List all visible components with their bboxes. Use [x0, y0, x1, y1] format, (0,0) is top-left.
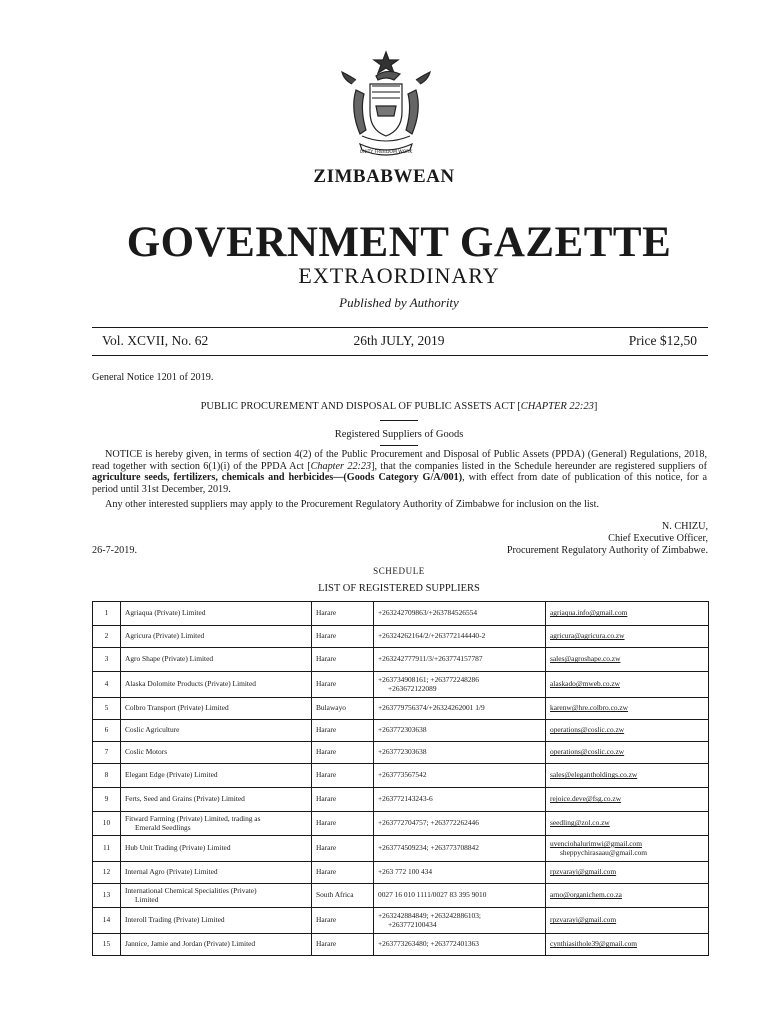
header-rule-top: [92, 327, 708, 328]
supplier-email: operations@coslic.co.zw: [546, 720, 709, 742]
supplier-name: Hub Unit Trading (Private) Limited: [121, 836, 312, 862]
supplier-phone: +263779756374/+26324262001 1/9: [374, 698, 546, 720]
supplier-phone: +263772143243-6: [374, 788, 546, 812]
table-row: [93, 908, 709, 934]
table-row: [93, 720, 709, 742]
supplier-name: Ferts, Seed and Grains (Private) Limited: [121, 788, 312, 812]
coat-of-arms-emblem: [336, 50, 436, 162]
table-row: [93, 934, 709, 956]
table-row: [93, 626, 709, 648]
signatory-organisation: Procurement Regulatory Authority of Zimbabwe.: [506, 545, 708, 556]
supplier-city: Harare: [312, 934, 374, 956]
supplier-email: alaskado@mweb.co.zw: [546, 672, 709, 698]
suppliers-list-heading: LIST OF REGISTERED SUPPLIERS: [318, 583, 480, 594]
table-row: [93, 742, 709, 764]
supplier-city: Harare: [312, 764, 374, 788]
supplier-number: 5: [93, 698, 121, 720]
supplier-email: seedling@zol.co.zw: [546, 812, 709, 836]
supplier-name: Interoll Trading (Private) Limited: [121, 908, 312, 934]
supplier-name: Agricura (Private) Limited: [121, 626, 312, 648]
supplier-city: Harare: [312, 626, 374, 648]
supplier-number: 9: [93, 788, 121, 812]
supplier-city: South Africa: [312, 884, 374, 908]
schedule-label: SCHEDULE: [373, 566, 425, 576]
supplier-name: Jannice, Jamie and Jordan (Private) Limited: [121, 934, 312, 956]
supplier-number: 12: [93, 862, 121, 884]
supplier-phone: +263242777911/3/+263774157787: [374, 648, 546, 672]
table-row: [93, 862, 709, 884]
supplier-phone: 0027 16 010 1111/0027 83 395 9010: [374, 884, 546, 908]
supplier-phone: +263773263480; +263772401363: [374, 934, 546, 956]
supplier-phone: +263 772 100 434: [374, 862, 546, 884]
supplier-name: Agriaqua (Private) Limited: [121, 602, 312, 626]
supplier-number: 15: [93, 934, 121, 956]
supplier-name: International Chemical Specialities (Private) Limited: [121, 884, 312, 908]
supplier-email: operations@coslic.co.zw: [546, 742, 709, 764]
supplier-number: 8: [93, 764, 121, 788]
header-rule-bottom: [92, 355, 708, 356]
supplier-email: uvenciohalurimwi@gmail.com sheppychirasaau@gmail.com: [546, 836, 709, 862]
supplier-email: sales@elegantholdings.co.zw: [546, 764, 709, 788]
issue-date: 26th JULY, 2019: [353, 333, 445, 348]
supplier-number: 6: [93, 720, 121, 742]
supplier-phone: +263772303638: [374, 742, 546, 764]
table-row: [93, 836, 709, 862]
supplier-number: 14: [93, 908, 121, 934]
supplier-city: Harare: [312, 836, 374, 862]
supplier-name: Agro Shape (Private) Limited: [121, 648, 312, 672]
supplier-name: Elegant Edge (Private) Limited: [121, 764, 312, 788]
table-row: [93, 602, 709, 626]
signatory-title: Chief Executive Officer,: [608, 533, 708, 544]
gazette-title: GOVERNMENT GAZETTE: [126, 219, 672, 266]
divider-rule: [380, 445, 418, 446]
supplier-phone: +263774509234; +263773708842: [374, 836, 546, 862]
table-row: [93, 788, 709, 812]
supplier-phone: +263242709863/+263784526554: [374, 602, 546, 626]
supplier-number: 2: [93, 626, 121, 648]
supplier-email: rpzvarayi@gmail.com: [546, 862, 709, 884]
published-by-authority: Published by Authority: [339, 295, 459, 310]
supplier-number: 1: [93, 602, 121, 626]
general-notice-number: General Notice 1201 of 2019.: [92, 372, 214, 383]
supplier-number: 10: [93, 812, 121, 836]
divider-rule: [380, 420, 418, 421]
table-row: [93, 672, 709, 698]
supplier-email: sales@agroshape.co.zw: [546, 648, 709, 672]
supplier-email: arno@organichem.co.za: [546, 884, 709, 908]
notice-date: 26-7-2019.: [92, 545, 137, 556]
supplier-number: 13: [93, 884, 121, 908]
supplier-phone: +263772303638: [374, 720, 546, 742]
emblem-motto: UNITY FREEDOM WORK: [359, 150, 413, 155]
supplier-city: Harare: [312, 648, 374, 672]
notice-heading: Registered Suppliers of Goods: [334, 429, 464, 440]
supplier-email: rpzvarayi@gmail.com: [546, 908, 709, 934]
supplier-phone: +263773567542: [374, 764, 546, 788]
table-row: [93, 648, 709, 672]
supplier-phone: +26324262164/2/+263772144440-2: [374, 626, 546, 648]
supplier-number: 3: [93, 648, 121, 672]
apply-paragraph: Any other interested suppliers may apply to the Procurement Regulatory Authority of Zimbabwe for inclusion on the list.: [105, 499, 599, 510]
supplier-phone: +263242884849; +263242886103; +263772100434: [374, 908, 546, 934]
table-row: [93, 812, 709, 836]
table-row: [93, 764, 709, 788]
gazette-subtitle: EXTRAORDINARY: [298, 263, 500, 288]
volume-number: Vol. XCVII, No. 62: [102, 333, 209, 348]
supplier-email: agriaqua.info@gmail.com: [546, 602, 709, 626]
supplier-phone: +263772704757; +263772262446: [374, 812, 546, 836]
signatory-name: N. CHIZU,: [661, 521, 708, 532]
supplier-city: Harare: [312, 672, 374, 698]
supplier-number: 4: [93, 672, 121, 698]
supplier-city: Harare: [312, 720, 374, 742]
supplier-email: cynthiasithole39@gmail.com: [546, 934, 709, 956]
supplier-name: Alaska Dolomite Products (Private) Limited: [121, 672, 312, 698]
notice-paragraph: NOTICE is hereby given, in terms of section 4(2) of the Public Procurement and Disposal of Public Assets (PPDA) (General) Regulations, 2018, read together with section 6(1)(i) of the PPDA Act [Chapter 22:23], that the companies listed in the Schedule hereunder are registered suppliers of agriculture seeds, fertilizers, chemicals and herbicides—(Goods Category G/A/001), with effect from date of publication of this notice, for a period until 31st December, 2019.: [92, 449, 707, 495]
act-title: PUBLIC PROCUREMENT AND DISPOSAL OF PUBLIC ASSETS ACT [CHAPTER 22:23]: [200, 401, 598, 412]
supplier-number: 11: [93, 836, 121, 862]
supplier-email: agricura@agricura.co.zw: [546, 626, 709, 648]
supplier-name: Colbro Transport (Private) Limited: [121, 698, 312, 720]
supplier-name: Coslic Motors: [121, 742, 312, 764]
supplier-email: rejoice.deve@fsg.co.zw: [546, 788, 709, 812]
supplier-name: Fitward Farming (Private) Limited, trading as Emerald Seedlings: [121, 812, 312, 836]
supplier-number: 7: [93, 742, 121, 764]
supplier-city: Harare: [312, 812, 374, 836]
supplier-phone: +263734908161; +263772248286 +263672122089: [374, 672, 546, 698]
supplier-city: Bulawayo: [312, 698, 374, 720]
supplier-city: Harare: [312, 862, 374, 884]
supplier-city: Harare: [312, 908, 374, 934]
country-label: ZIMBABWEAN: [313, 166, 455, 187]
supplier-email: karenw@hre.colbro.co.zw: [546, 698, 709, 720]
supplier-name: Coslic Agriculture: [121, 720, 312, 742]
supplier-city: Harare: [312, 788, 374, 812]
supplier-name: Internal Agro (Private) Limited: [121, 862, 312, 884]
supplier-city: Harare: [312, 742, 374, 764]
act-chapter: CHAPTER 22:23: [520, 401, 594, 412]
table-row: [93, 698, 709, 720]
supplier-city: Harare: [312, 602, 374, 626]
issue-price: Price $12,50: [628, 333, 697, 348]
suppliers-table: [92, 601, 709, 956]
table-row: [93, 884, 709, 908]
